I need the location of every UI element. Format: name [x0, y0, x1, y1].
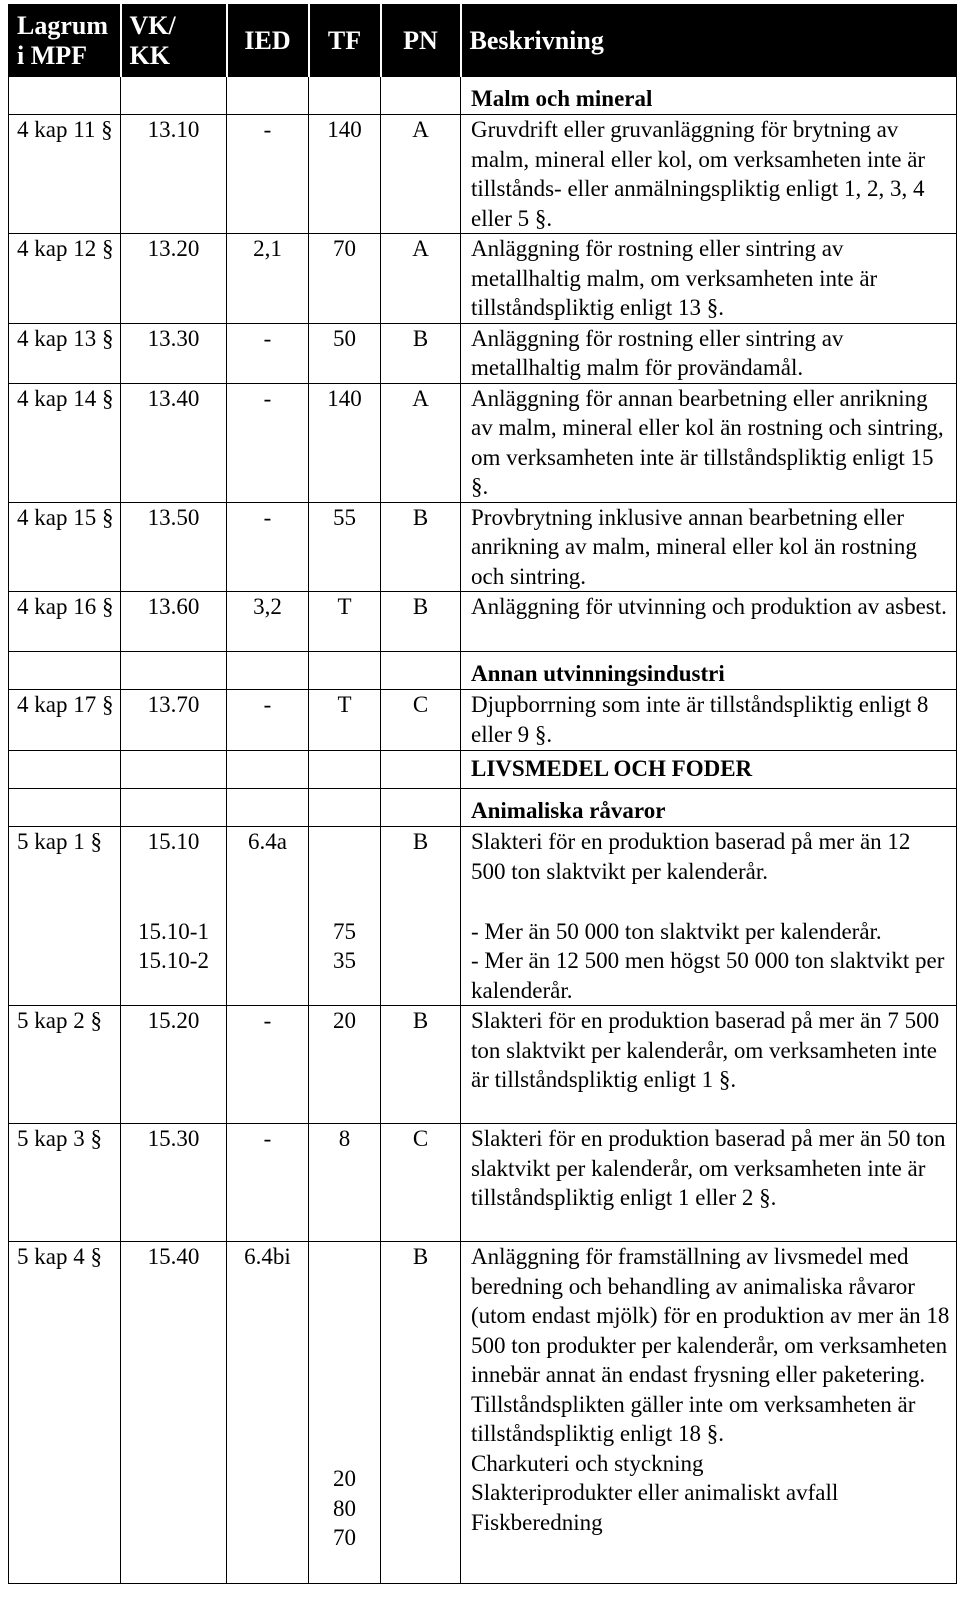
- cell-ied: [227, 917, 309, 1006]
- header-pn: PN: [381, 5, 461, 77]
- cell-tf: 70: [309, 234, 381, 324]
- cell-beskrivning: Anläggning för rostning eller sintring av metallhaltig malm för provändamål.: [461, 323, 957, 383]
- cell-lagrum: 4 kap 14 §: [9, 383, 121, 502]
- section-row: [9, 751, 957, 789]
- cell-beskrivning: Anläggning för utvinning och produktion av asbest.: [461, 592, 957, 652]
- cell-vk: 13.10: [121, 115, 227, 234]
- header-vk-kk: VK/ KK: [121, 5, 227, 77]
- cell-lagrum: 4 kap 11 §: [9, 115, 121, 234]
- cell-beskrivning: Anläggning för annan bearbetning eller anrikning av malm, mineral eller kol än rostning och sintring, om verksamheten inte är tillståndspliktig enligt 15 §.: [461, 383, 957, 502]
- table-row: [9, 502, 957, 592]
- cell-pn: A: [381, 383, 461, 502]
- cell-tf: T: [309, 690, 381, 751]
- cell-vk: 13.50: [121, 502, 227, 592]
- section-row: [9, 77, 957, 115]
- section-heading-livsmedel: LIVSMEDEL OCH FODER: [461, 751, 957, 789]
- cell-ied: -: [227, 323, 309, 383]
- cell-lagrum: 5 kap 2 §: [9, 1006, 121, 1124]
- cell-tf: 140: [309, 115, 381, 234]
- cell-beskrivning: Slakteri för en produktion baserad på mer än 7 500 ton slaktvikt per kalenderår, om verksamheten inte är tillståndspliktig enligt 1 §.: [461, 1006, 957, 1124]
- cell-pn: A: [381, 234, 461, 324]
- cell-lagrum: 5 kap 4 §: [9, 1242, 121, 1584]
- cell-tf: 20: [309, 1006, 381, 1124]
- cell-ied: -: [227, 690, 309, 751]
- cell-ied: -: [227, 502, 309, 592]
- cell-pn: B: [381, 1242, 461, 1584]
- cell-vk: 15.20: [121, 1006, 227, 1124]
- cell-beskrivning: Djupborrning som inte är tillståndspliktig enligt 8 eller 9 §.: [461, 690, 957, 751]
- cell-pn: B: [381, 323, 461, 383]
- cell-tf: 75 35: [309, 917, 381, 1006]
- cell-ied: 3,2: [227, 592, 309, 652]
- table-row: [9, 827, 957, 917]
- table-row: [9, 917, 957, 1006]
- cell-tf: T: [309, 592, 381, 652]
- cell-vk: 15.30: [121, 1124, 227, 1242]
- section-row: [9, 652, 957, 690]
- cell-vk: 13.60: [121, 592, 227, 652]
- table-row: [9, 1006, 957, 1124]
- cell-lagrum: 4 kap 17 §: [9, 690, 121, 751]
- cell-vk: 13.70: [121, 690, 227, 751]
- cell-ied: 2,1: [227, 234, 309, 324]
- header-row: [9, 5, 957, 77]
- cell-ied: -: [227, 1006, 309, 1124]
- cell-pn: C: [381, 1124, 461, 1242]
- cell-tf: [309, 827, 381, 917]
- cell-beskrivning: Slakteri för en produktion baserad på mer än 50 ton slaktvikt per kalenderår, om verksamheten inte är tillståndspliktig enligt 1 eller 2 §.: [461, 1124, 957, 1242]
- cell-vk: 15.10-1 15.10-2: [121, 917, 227, 1006]
- cell-pn: A: [381, 115, 461, 234]
- table-row: [9, 592, 957, 652]
- table-row: [9, 234, 957, 324]
- cell-vk: 13.30: [121, 323, 227, 383]
- cell-beskrivning: Anläggning för rostning eller sintring av metallhaltig malm, om verksamheten inte är tillståndspliktig enligt 13 §.: [461, 234, 957, 324]
- cell-tf: 8: [309, 1124, 381, 1242]
- cell-pn: B: [381, 502, 461, 592]
- table-row: [9, 383, 957, 502]
- cell-tf: 20 80 70: [309, 1242, 381, 1584]
- cell-beskrivning: Slakteri för en produktion baserad på mer än 12 500 ton slaktvikt per kalenderår.: [461, 827, 957, 917]
- section-heading-animaliska: Animaliska råvaror: [461, 789, 957, 827]
- cell-vk: 15.10: [121, 827, 227, 917]
- table-row: [9, 690, 957, 751]
- cell-lagrum: 4 kap 13 §: [9, 323, 121, 383]
- cell-vk: 15.40: [121, 1242, 227, 1584]
- table-row: [9, 115, 957, 234]
- cell-tf: 140: [309, 383, 381, 502]
- cell-beskrivning: Provbrytning inklusive annan bearbetning eller anrikning av malm, mineral eller kol än rostning och sintring.: [461, 502, 957, 592]
- cell-lagrum: 4 kap 16 §: [9, 592, 121, 652]
- regulation-table-page: [8, 4, 956, 1607]
- cell-pn: [381, 917, 461, 1006]
- cell-lagrum: 4 kap 15 §: [9, 502, 121, 592]
- cell-vk: 13.20: [121, 234, 227, 324]
- cell-lagrum: 5 kap 3 §: [9, 1124, 121, 1242]
- table-row: [9, 323, 957, 383]
- cell-pn: B: [381, 592, 461, 652]
- regulation-table: [8, 4, 957, 1584]
- table-row: [9, 1124, 957, 1242]
- cell-tf: 55: [309, 502, 381, 592]
- cell-ied: -: [227, 1124, 309, 1242]
- cell-lagrum: 4 kap 12 §: [9, 234, 121, 324]
- header-tf: TF: [309, 5, 381, 77]
- cell-beskrivning: Anläggning för framställning av livsmedel med beredning och behandling av animaliska råvaror (utom endast mjölk) för en produktion av mer än 18 500 ton produkter per kalenderår, om verksamheten innebär annat än endast frysning eller paketering. Tillståndsplikten gäller inte om verksamheten är tillståndspliktig enligt 18 §. Charkuteri och styckning Slakteriprodukter eller animaliskt avfall Fiskberedning: [461, 1242, 957, 1584]
- cell-tf: 50: [309, 323, 381, 383]
- cell-ied: -: [227, 383, 309, 502]
- header-ied: IED: [227, 5, 309, 77]
- cell-ied: 6.4bi: [227, 1242, 309, 1584]
- cell-pn: C: [381, 690, 461, 751]
- cell-ied: 6.4a: [227, 827, 309, 917]
- header-beskrivning: Beskrivning: [461, 5, 957, 77]
- header-lagrum: Lagrum i MPF: [9, 5, 121, 77]
- cell-pn: B: [381, 827, 461, 917]
- section-heading-malm: Malm och mineral: [461, 77, 957, 115]
- cell-vk: 13.40: [121, 383, 227, 502]
- cell-lagrum: 5 kap 1 §: [9, 827, 121, 917]
- section-heading-annan: Annan utvinningsindustri: [461, 652, 957, 690]
- cell-lagrum: [9, 917, 121, 1006]
- cell-ied: -: [227, 115, 309, 234]
- cell-beskrivning: Gruvdrift eller gruvanläggning för brytning av malm, mineral eller kol, om verksamheten inte är tillstånds- eller anmälningspliktig enligt 1, 2, 3, 4 eller 5 §.: [461, 115, 957, 234]
- table-row: [9, 1242, 957, 1584]
- section-row: [9, 789, 957, 827]
- cell-pn: B: [381, 1006, 461, 1124]
- cell-beskrivning: - Mer än 50 000 ton slaktvikt per kalenderår. - Mer än 12 500 men högst 50 000 ton slaktvikt per kalenderår.: [461, 917, 957, 1006]
